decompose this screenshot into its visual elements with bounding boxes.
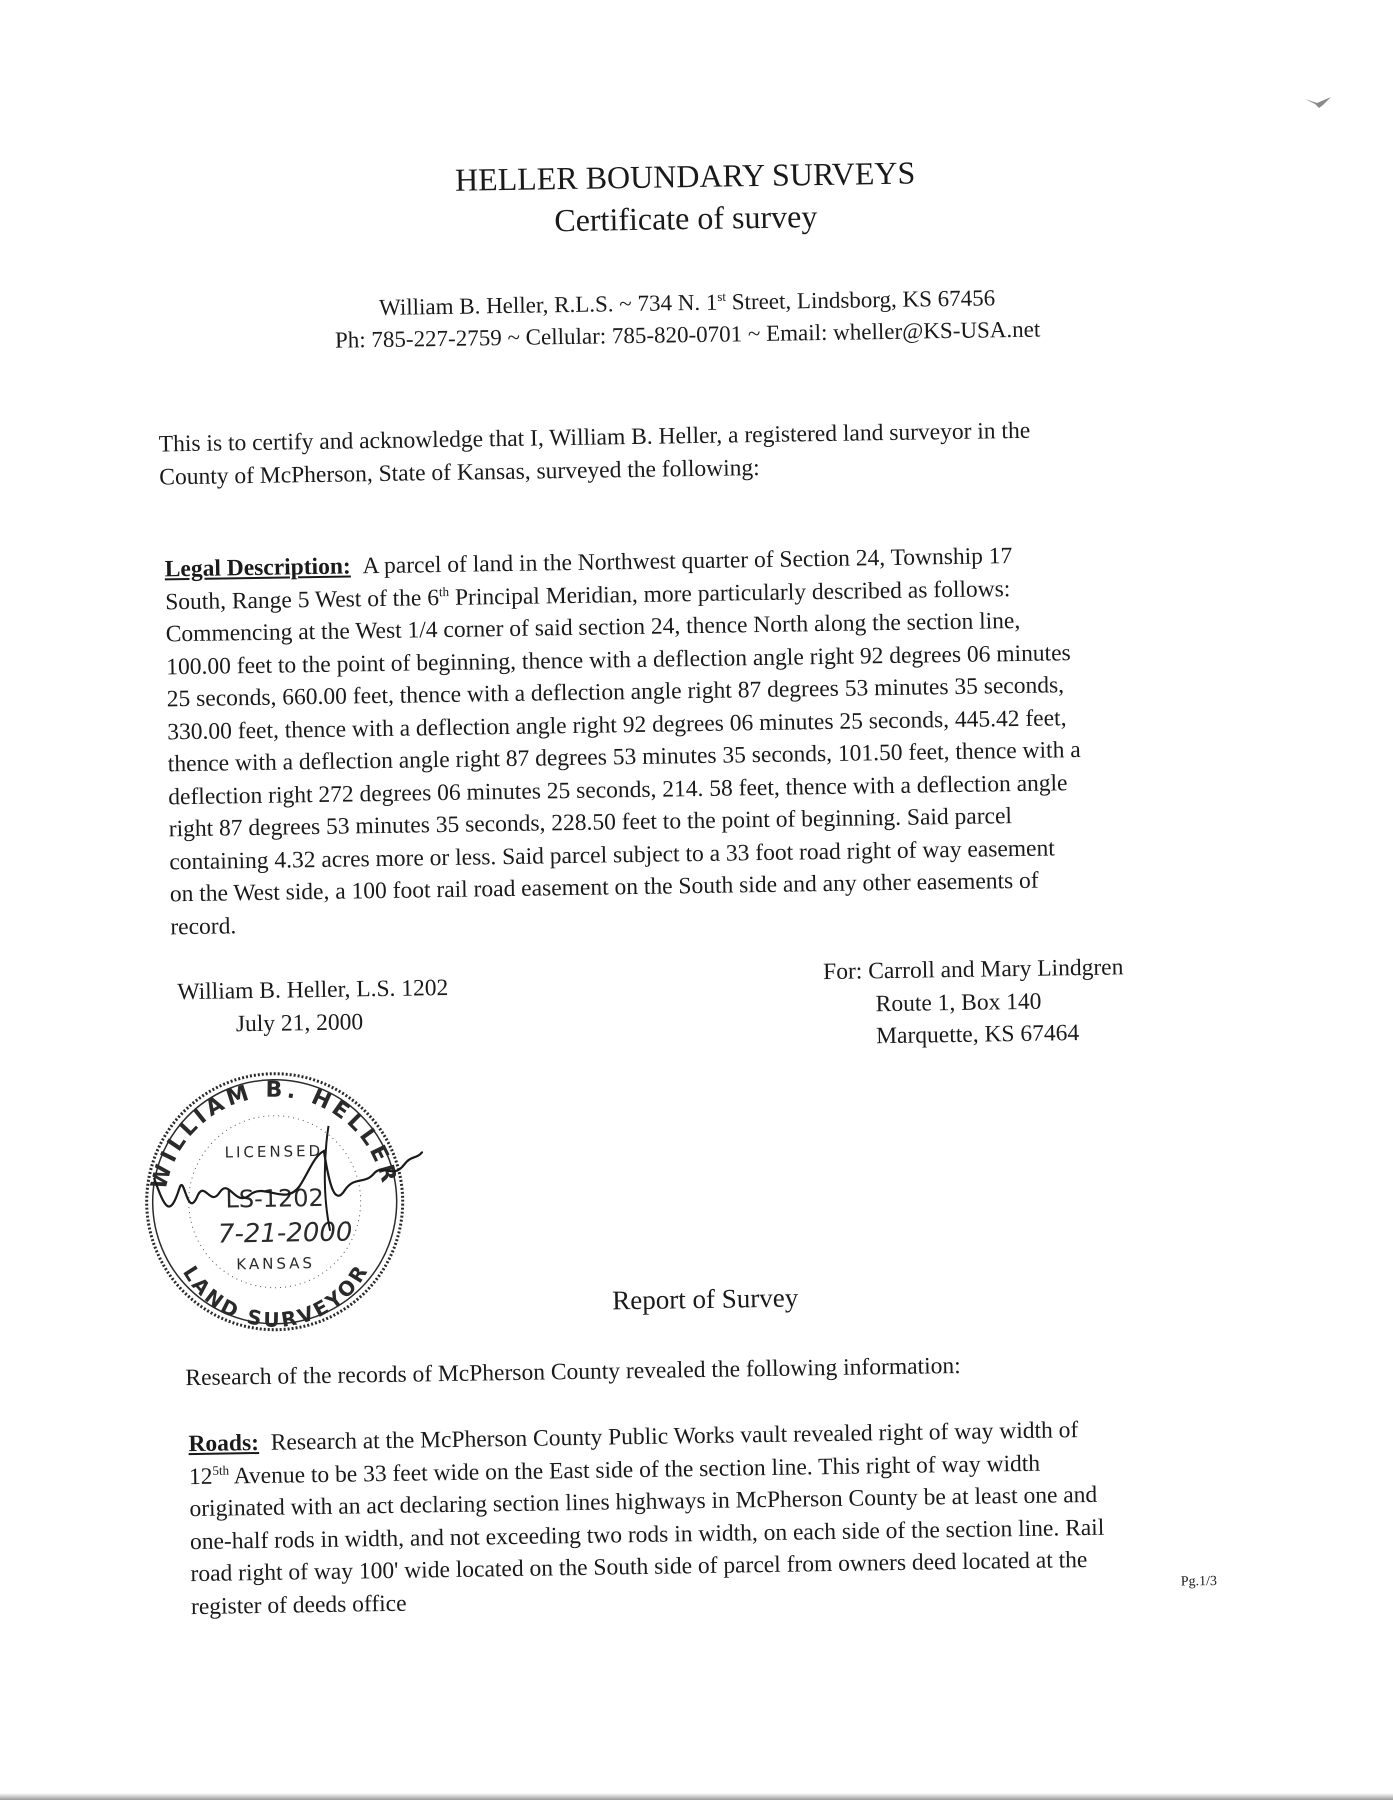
report-title: Report of Survey	[612, 1282, 799, 1316]
seal-licensed-text: LICENSED	[224, 1141, 324, 1162]
signature-date: July 21, 2000	[235, 1008, 364, 1037]
seal-license-number: LS-1202	[225, 1183, 325, 1214]
roads-line: Roads: Research at the McPherson County Public Works vault revealed right of way width of	[188, 1417, 1079, 1458]
legal-line: deflection right 272 degrees 06 minutes 25 seconds, 214. 58 feet, thence with a deflection angle	[168, 769, 1068, 810]
legal-line: South, Range 5 West of the 6th Principal Meridian, more particularly described as follows:	[165, 575, 1011, 615]
legal-line: Legal Description: A parcel of land in the Northwest quarter of Section 24, Township 17	[164, 543, 1013, 583]
page-number: Pg.1/3	[1180, 1573, 1218, 1590]
roads-label: Roads:	[188, 1429, 260, 1458]
client-name-line: For: Carroll and Mary Lindgren	[822, 954, 1124, 986]
contact-line: Ph: 785-227-2759 ~ Cellular: 785-820-0701 ~ Email: wheller@KS-USA.net	[334, 316, 1041, 353]
signer-name: William B. Heller, L.S. 1202	[177, 974, 449, 1006]
seal-handwritten-date: 7-21-2000	[217, 1217, 353, 1250]
legal-line: 25 seconds, 660.00 feet, thence with a deflection angle right 87 degrees 53 minutes 35 seconds,	[166, 672, 1065, 713]
legal-line: Commencing at the West 1/4 corner of said section 24, thence North along the section line,	[165, 607, 1021, 648]
scan-edge-shadow	[0, 1793, 1393, 1800]
signer-block	[177, 972, 449, 1041]
legal-line: thence with a deflection angle right 87 degrees 53 minutes 35 seconds, 101.50 feet, thence with a	[167, 737, 1081, 778]
roads-line: one-half rods in width, and not exceeding two rods in width, on each side of the section line. Rail	[189, 1514, 1105, 1555]
legal-line: 330.00 feet, thence with a deflection angle right 92 degrees 06 minutes 25 seconds, 445.42 feet,	[167, 704, 1067, 745]
seal-bottom-text: LAND SURVEYOR	[178, 1258, 374, 1332]
legal-line: right 87 degrees 53 minutes 35 seconds, 228.50 feet to the point of beginning. Said parcel	[168, 803, 1013, 843]
legal-line: on the West side, a 100 foot rail road easement on the South side and any other easements of	[169, 867, 1039, 908]
roads-line: originated with an act declaring section lines highways in McPherson County be at least one and	[189, 1481, 1098, 1523]
surveyor-seal-stamp	[122, 1054, 427, 1349]
client-address-1: Route 1, Box 140	[875, 988, 1042, 1017]
client-block	[823, 951, 1125, 1053]
legal-line: 100.00 feet to the point of beginning, thence with a deflection angle right 92 degrees 06 minutes	[166, 639, 1071, 680]
certification-statement	[159, 415, 1031, 494]
certify-line: This is to certify and acknowledge that I, William B. Heller, a registered land surveyor in the	[158, 417, 1031, 458]
report-intro: Research of the records of McPherson County revealed the following information:	[185, 1352, 961, 1392]
roads-line: register of deeds office	[190, 1590, 407, 1620]
legal-description-label: Legal Description:	[164, 553, 351, 583]
legal-line: containing 4.32 acres more or less. Said parcel subject to a 33 foot road right of way easement	[169, 834, 1055, 875]
seal-top-text: WILLIAM B. HELLER	[146, 1077, 402, 1193]
svg-text:WILLIAM B. HELLER	[145, 1076, 402, 1193]
certify-line: County of McPherson, State of Kansas, surveyed the following:	[159, 454, 760, 490]
legal-line: record.	[170, 912, 237, 940]
surveyor-address-line: William B. Heller, R.L.S. ~ 734 N. 1st Street, Lindsborg, KS 67456	[378, 285, 996, 320]
roads-section	[188, 1414, 1105, 1623]
seal-state-text: KANSAS	[236, 1254, 316, 1274]
client-address-2: Marquette, KS 67464	[875, 1020, 1080, 1050]
roads-line: road right of way 100' wide located on the South side of parcel from owners deed located at the	[190, 1546, 1088, 1588]
legal-description	[164, 539, 1083, 943]
document-title: Certificate of survey	[554, 198, 818, 239]
roads-line: $12^{5th}$ Avenue to be 33 feet wide on the East side of the section line. This right of way width	[188, 1450, 1041, 1490]
company-name: HELLER BOUNDARY SURVEYS	[454, 154, 916, 198]
